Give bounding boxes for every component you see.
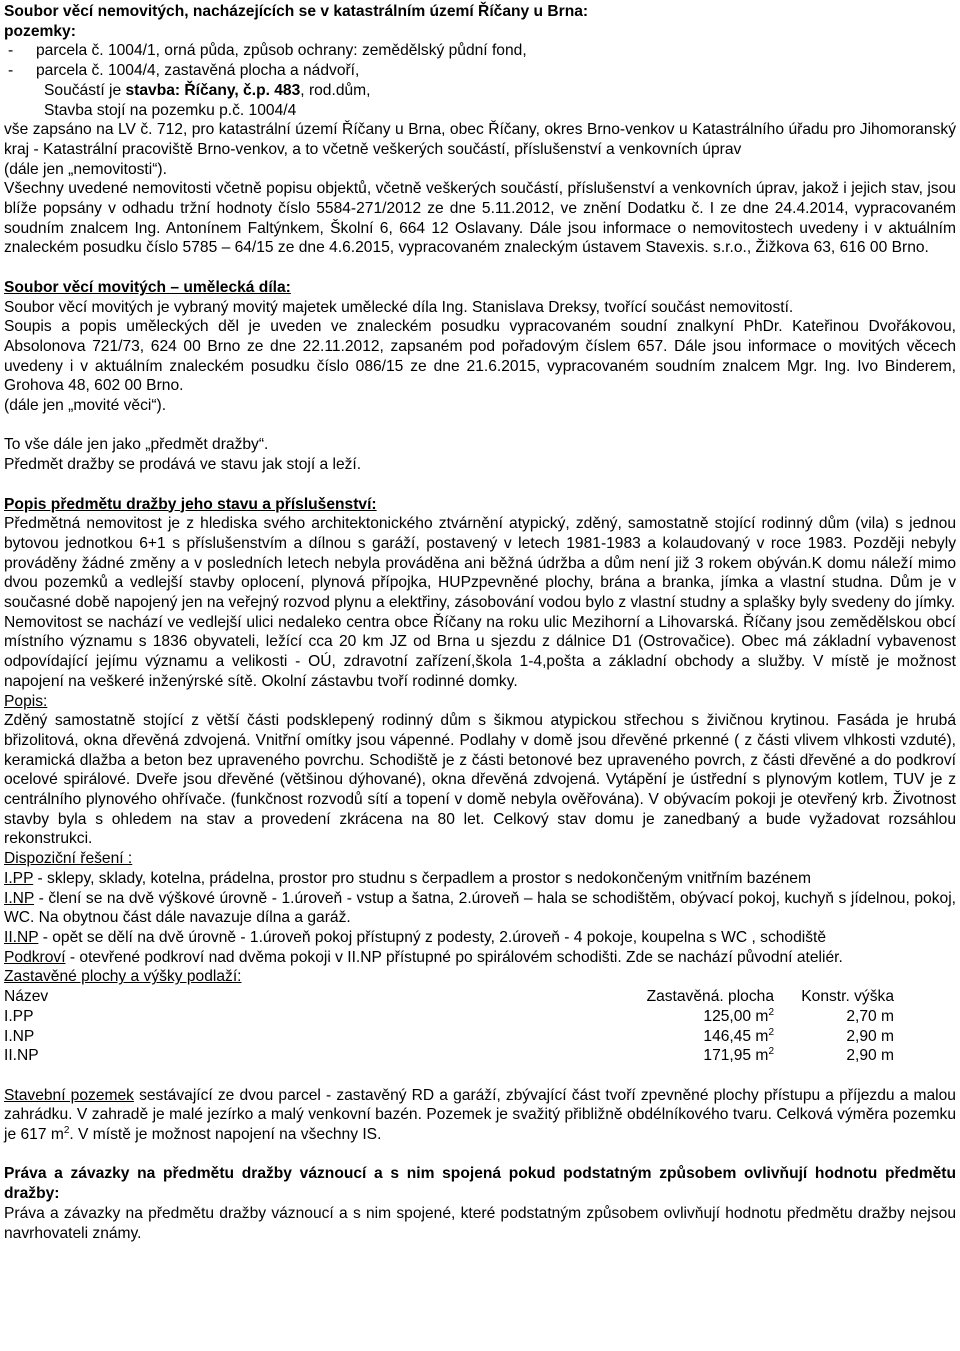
table-cell: 125,00 $m^2$: [703, 1006, 774, 1025]
definition-real-estate: (dále jen „nemovitosti“).: [4, 160, 167, 178]
table-header: Název: [4, 988, 49, 1006]
section-heading-rights: Práva a závazky na předmětu dražby váznoucí a s nim spojená pokud podstatným způsobem ovlivňují hodnotu předmětu dražby:: [4, 1165, 956, 1203]
table-header: Zastavěná. plocha: [646, 988, 774, 1006]
registry-paragraph: vše zapsáno na LV č. 712, pro katastrální území Říčany u Brna, obec Říčany, okres Brno-venkov u Katastrálního úřadu pro Jihomoranský kraj - Katastrální pracoviště Brno-venkov, a to včetně veškerých součástí, příslušenství a venkovních úprav: [4, 121, 956, 158]
rights-paragraph: Práva a závazky na předmětu dražby váznoucí a s nim spojené, které podstatným způsobem ovlivňují hodnotu předmětu dražby nejsou navrhovateli známy.: [4, 1204, 956, 1242]
disposition-np1: I.NP - člení se na dvě výškové úrovně - 1.úroveň - vstup a šatna, 2.úroveň – hala se schodištěm, obývací pokoj, kuchyň s jídelnou, pokoj, WC. Na obytnou část dále navazuje dílna a garáž.: [4, 889, 956, 927]
list-item-parcel-1: - parcela č. 1004/1, orná půda, způsob ochrany: zemědělský půdní fond,: [8, 42, 527, 60]
building-plot-line: Stavba stojí na pozemku p.č. 1004/4: [44, 101, 297, 119]
disposition-pp: I.PP - sklepy, sklady, kotelna, prádelna, prostor pro studnu s čerpadlem a prostor s nedokončeným vnitřním bazénem: [4, 869, 811, 887]
table-row: [4, 1027, 894, 1047]
areas-table-label: Zastavěné plochy a výšky podlaží:: [4, 968, 242, 986]
table-cell: 146,45 $m^2$: [703, 1026, 774, 1045]
table-cell: 2,90 m: [846, 1027, 894, 1045]
table-row: [4, 1007, 894, 1027]
table-cell: 2,90 m: [846, 1047, 894, 1065]
table-header-row: [4, 987, 894, 1007]
table-cell: I.PP: [4, 1007, 34, 1025]
description-paragraph-3: Zděný samostatně stojící z větší části podsklepený rodinný dům s šikmou atypickou střechou s živičnou krytinou. Fasáda je hrubá břizolitová, okna dřevěná zdvojená. Vnitřní omítky jsou vápenné. Podlahy v domě jsou dřevěné prkenné ( z části vlivem vlhkosti vzduté), keramická dlažba a beton bez upraveného povrchu. Schodiště je z části betonové bez upraveného povrch, z části dřevěné a do podkroví ocelové spirálové. Dveře jsou dřevěné (většinou dýhované), okna dřevěná zdvojená. Vytápění je ústřední s plynovým kotlem, TUV je z centrálního plynového ohřívače. (funkčnost rozvodů sítí a topení v domě nebyla ověřována). V obývacím pokoji je otevřený krb. Životnost stavby byla s ohledem na stav a provedení zkrácena na 80 let. Celkový stav domu je zanedbaný a bude vyžadovat rozsáhlou rekonstrukci.: [4, 712, 956, 848]
disposition-np2: II.NP - opět se dělí na dvě úrovně - 1.úroveň pokoj přístupný z podesty, 2.úroveň - 4 pokoje, koupelna s WC , schodiště: [4, 929, 827, 946]
popis-label: Popis:: [4, 692, 48, 710]
disposition-label: Dispoziční řešení :: [4, 850, 133, 868]
valuation-paragraph: Všechny uvedené nemovitosti včetně popisu objektů, včetně veškerých součástí, příslušenství a venkovních úprav, jakož i jejich stav, jsou blíže popsány v odhadu tržní hodnoty číslo 5584-271/2012 ze dne 5.11.2012, ve znění Dodatku č. I ze dne 24.4.2014, vypracovaném soudním znalcem Ing. Antonínem Faltýnkem, Školní 6, 664 12 Oslavany. Dále jsou informace o nemovitostech uvedeny i v aktuálním znaleckém posudku číslo 5785 – 64/15 ze dne 4.6.2015, vypracovaném znaleckým ústavem Stavexis. s.r.o., Žižkova 63, 616 00 Brno.: [4, 180, 956, 257]
movables-line: Soubor věcí movitých je vybraný movitý majetek umělecké díla Ing. Stanislava Dreksy, tvořící součást nemovitostí.: [4, 298, 794, 316]
plot-paragraph: Stavební pozemek sestávající ze dvou parcel - zastavěný RD a garáží, zbývající část tvoří zpevněné plochy přístupu a příjezdu a malou zahrádku. V zahradě je malé jezírko a malý venkovní bazén. Pozemek je svažitý přibližně obdélníkového tvaru. Celková výměra pozemku je 617 $m^2$. V místě je možnost napojení na všechny IS.: [4, 1086, 956, 1144]
building-line: Součástí je stavba: Říčany, č.p. 483, rod.dům,: [44, 81, 371, 99]
movables-paragraph: Soupis a popis uměleckých děl je uveden ve znaleckém posudku vypracovaném soudní znalkyní PhDr. Kateřinou Dvořákovou, Absolonova 721/73, 624 00 Brno ze dne 22.11.2012, zapsaném pod pořadovým číslem 657. Dále jsou informace o movitých věcech uvedeny i v aktuálním znaleckém posudku číslo 086/15 ze dne 21.6.2015, vypracovaném soudním znalcem Mgr. Ing. Ivo Binderem, Grohova 48, 602 00 Brno.: [4, 318, 956, 395]
table-row: [4, 1046, 894, 1066]
definition-movables: (dále jen „movité věci“).: [4, 397, 167, 415]
subject-definition: To vše dále jen jako „předmět dražby“.: [4, 436, 269, 454]
table-cell: 2,70 m: [846, 1007, 894, 1025]
plots-label: pozemky:: [4, 22, 76, 40]
description-paragraph-2: Nemovitost se nachází ve vedlejší ulici nedaleko centra obce Říčany na roku ulic Mezihorní a Lihovarská. Říčany jsou zemědělskou obcí místního významu s 1836 obyvateli, ležící cca 20 km JZ od Brna u sjezdu z dálnice D1 (Ostrovačice). Obec má základní vybavenost odpovídající jejímu významu a velikosti - OÚ, zdravotní zařízení,škola 1-4,pošta a základní obchody a služby. V místě je možnost napojení na veškeré inženýrské sítě. Okolní zástavbu tvoří rodinné domky.: [4, 613, 956, 690]
section-heading-movables: Soubor věcí movitých – umělecká díla:: [4, 278, 291, 296]
sale-condition: Předmět dražby se prodává ve stavu jak stojí a leží.: [4, 456, 362, 474]
areas-table: [4, 987, 894, 1066]
list-item-parcel-2: - parcela č. 1004/4, zastavěná plocha a nádvoří,: [8, 62, 360, 80]
description-paragraph-1: Předmětná nemovitost je z hlediska svého architektonického ztvárnění atypický, zděný, samostatně stojící rodinný dům (vila) s jednou bytovou jednotkou 6+1 s příslušenstvím a dílnou s garáží, postavený v letech 1981-1983 a kolaudovaný v roce 1983. Později nebyly prováděny žádné změny a v posledních letech nebyla prováděna ani běžná údržba a dům není již 3 rokem obýván.K domu náleží mimo dvou pozemků a vedlejší stavby oplocení, plynová přípojka, HUPzpevněné plochy, brána a branka, jímka a vlastní studna. Dům je v současné době napojený jen na veřejný rozvod plynu a elektřiny, zásobování vodou bylo z vlastní studny a splašky byly svedeny do jímky.: [4, 515, 956, 612]
table-cell: I.NP: [4, 1027, 35, 1045]
table-cell: II.NP: [4, 1047, 39, 1065]
disposition-attic: Podkroví - otevřené podkroví nad dvěma pokoji v II.NP přístupné po spirálovém schodišti. Zde se nachází původní ateliér.: [4, 948, 843, 966]
section-heading-real-estate: Soubor věcí nemovitých, nacházejících se v katastrálním území Říčany u Brna:: [4, 3, 589, 20]
section-heading-description: Popis předmětu dražby jeho stavu a příslušenství:: [4, 495, 377, 513]
table-header: Konstr. výška: [801, 988, 894, 1006]
table-cell: 171,95 $m^2$: [703, 1046, 774, 1065]
